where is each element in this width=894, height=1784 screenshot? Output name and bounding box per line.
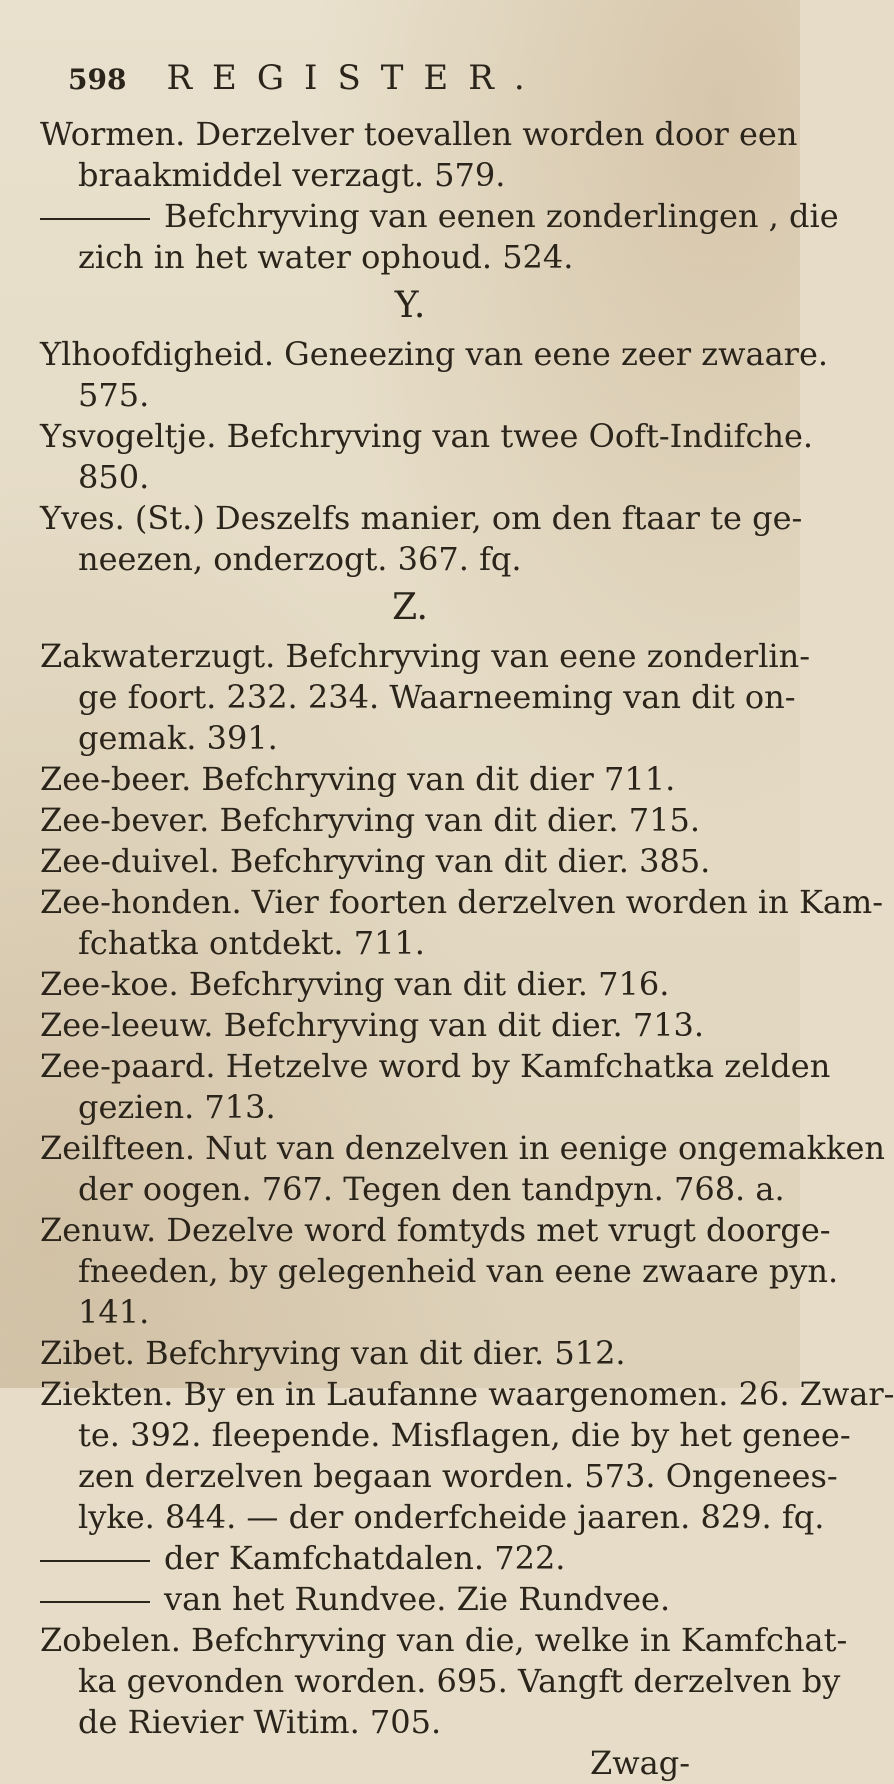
- page-header: [40, 58, 780, 114]
- text-line: Zee-duivel. Befchryving van dit dier. 385.: [40, 842, 711, 880]
- text-line: Zeilfteen. Nut van denzelven in eenige ongemakken: [40, 1129, 885, 1167]
- section-letter-z: Z.: [392, 587, 428, 628]
- text-line: Wormen. Derzelver toevallen worden door een: [40, 115, 798, 153]
- text-line-content: van het Rundvee. Zie Rundvee.: [164, 1580, 671, 1618]
- text-line: Zee-bever. Befchryving van dit dier. 715.: [40, 801, 700, 839]
- text-line: Zee-koe. Befchryving van dit dier. 716.: [40, 965, 670, 1003]
- text-line: Zee-honden. Vier foorten derzelven worden in Kam-: [40, 883, 884, 921]
- text-line: [40, 1579, 780, 1620]
- catchword: Zwag-: [590, 1744, 690, 1782]
- text-line: 850.: [78, 458, 150, 496]
- text-line: fchatka ontdekt. 711.: [78, 924, 425, 962]
- text-line: gezien. 713.: [78, 1088, 276, 1126]
- text-line: ka gevonden worden. 695. Vangft derzelven by: [78, 1662, 841, 1700]
- page-number: 598: [68, 63, 127, 96]
- text-line: gemak. 391.: [78, 719, 278, 757]
- text-line: 141.: [78, 1293, 150, 1331]
- text-line: Zee-beer. Befchryving van dit dier 711.: [40, 760, 676, 798]
- repeat-dash: [40, 1601, 150, 1603]
- text-line: fneeden, by gelegenheid van eene zwaare pyn.: [78, 1252, 839, 1290]
- running-title: REGISTER.: [166, 58, 545, 98]
- text-line: 575.: [78, 376, 150, 414]
- text-line: zen derzelven begaan worden. 573. Ongenees-: [78, 1457, 838, 1495]
- text-line: [40, 1538, 780, 1579]
- page-content: [40, 58, 894, 1784]
- section-letter-y: Y.: [394, 285, 426, 326]
- text-line: neezen, onderzogt. 367. fq.: [78, 540, 522, 578]
- text-line-content: Befchryving van eenen zonderlingen , die: [164, 197, 839, 235]
- text-line: lyke. 844. — der onderfcheide jaaren. 829. fq.: [78, 1498, 825, 1536]
- text-line-content: der Kamfchatdalen. 722.: [164, 1539, 566, 1577]
- repeat-dash: [40, 218, 150, 220]
- text-line: Zenuw. Dezelve word fomtyds met vrugt doorge-: [40, 1211, 831, 1249]
- text-line: [40, 196, 839, 237]
- text-line: Zobelen. Befchryving van die, welke in Kamfchat-: [40, 1621, 848, 1659]
- text-line: ge foort. 232. 234. Waarneeming van dit on-: [78, 678, 796, 716]
- text-line: Zakwaterzugt. Befchryving van eene zonderlin-: [40, 637, 811, 675]
- text-line: braakmiddel verzagt. 579.: [78, 156, 506, 194]
- text-line: Zibet. Befchryving van dit dier. 512.: [40, 1334, 626, 1372]
- text-line: Ziekten. By en in Laufanne waargenomen. 26. Zwar-: [40, 1375, 894, 1413]
- text-line: Zee-paard. Hetzelve word by Kamfchatka zelden: [40, 1047, 831, 1085]
- text-line: Ylhoofdigheid. Geneezing van eene zeer zwaare.: [40, 335, 829, 373]
- text-line: der oogen. 767. Tegen den tandpyn. 768. a.: [78, 1170, 785, 1208]
- repeat-dash: [40, 1560, 150, 1562]
- text-line: Yves. (St.) Deszelfs manier, om den ftaar te ge-: [40, 499, 803, 537]
- text-line: zich in het water ophoud. 524.: [78, 238, 574, 276]
- text-line: de Rievier Witim. 705.: [78, 1703, 442, 1741]
- text-line: te. 392. fleepende. Misflagen, die by het genee-: [78, 1416, 851, 1454]
- text-line: Zee-leeuw. Befchryving van dit dier. 713.: [40, 1006, 705, 1044]
- text-line: Ysvogeltje. Befchryving van twee Ooft-Indifche.: [40, 417, 814, 455]
